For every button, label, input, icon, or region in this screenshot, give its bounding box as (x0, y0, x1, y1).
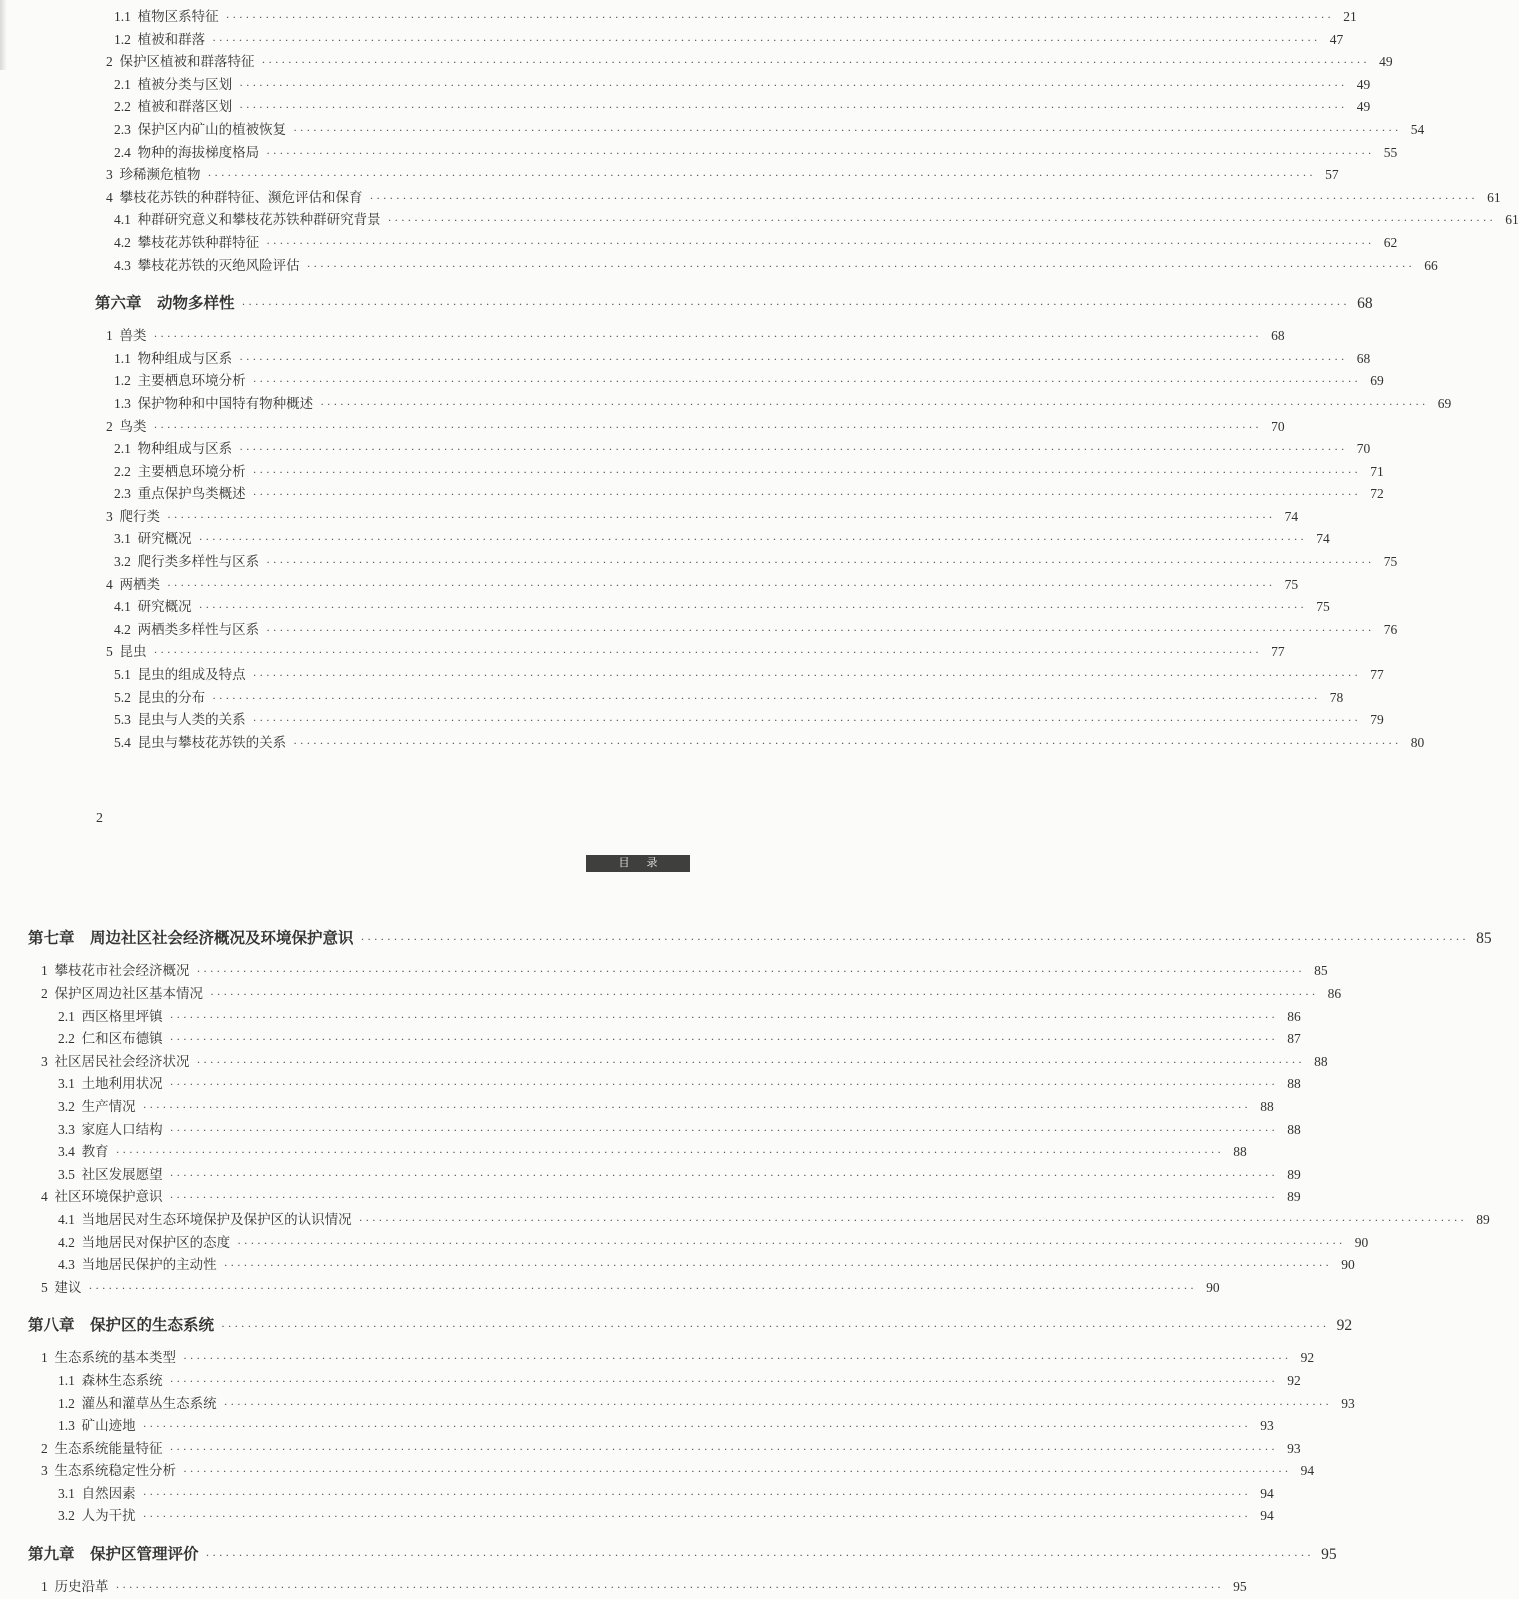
toc-entry-page-number: 75 (1316, 599, 1330, 615)
toc-entry (28, 983, 1342, 1006)
toc-entry-label: 1 生态系统的基本类型 (41, 1350, 176, 1366)
toc-entry-page-number: 62 (1383, 234, 1398, 250)
dot-leader (199, 596, 1307, 619)
dot-leader (183, 1460, 1291, 1483)
dot-leader (143, 1483, 1251, 1506)
dot-leader (167, 506, 1275, 529)
toc-entry (28, 1347, 1315, 1370)
toc-entry-page-number: 88 (1287, 1076, 1301, 1092)
toc-entry-page-number: 71 (1370, 463, 1384, 479)
toc-entry-label: 2.2 植被和群落区划 (114, 99, 233, 115)
dot-leader (197, 960, 1305, 983)
toc-entry-label: 1.1 物种组成与区系 (114, 350, 233, 366)
toc-entry-label: 3.2 生产情况 (58, 1098, 136, 1114)
toc-entry (95, 596, 1330, 619)
toc-entry-label: 3.1 研究概况 (114, 531, 192, 547)
toc-entry-label: 2.1 物种组成与区系 (114, 441, 233, 457)
toc-entry (95, 393, 1452, 416)
toc-entry (95, 142, 1398, 165)
toc-entry-label: 3.2 爬行类多样性与区系 (114, 554, 260, 570)
toc-entry-label: 3.1 土地利用状况 (58, 1076, 163, 1092)
dot-leader (143, 1415, 1251, 1438)
toc-entry-page-number: 78 (1329, 689, 1344, 705)
toc-entry (95, 664, 1384, 687)
dot-leader (239, 96, 1347, 119)
toc-entry (28, 1460, 1315, 1483)
toc-entry (28, 1277, 1220, 1300)
toc-entry-label: 2.3 重点保护鸟类概述 (114, 486, 246, 502)
toc-entry (95, 325, 1285, 348)
toc-entry-page-number: 86 (1327, 986, 1342, 1001)
toc-entry (28, 1254, 1355, 1277)
toc-entry-label: 4.2 两栖类多样性与区系 (114, 621, 260, 637)
toc-entry (28, 1576, 1247, 1599)
toc-entry (28, 1232, 1369, 1255)
toc-entry-label: 1.3 保护物种和中国特有物种概述 (114, 395, 314, 411)
toc-entry (28, 1028, 1301, 1051)
dot-leader (199, 528, 1307, 551)
toc-list-page-1 (95, 6, 1519, 754)
toc-entry-page-number: 86 (1287, 1008, 1301, 1024)
dot-leader (388, 209, 1496, 232)
dot-leader (167, 574, 1275, 597)
dot-leader (212, 687, 1320, 710)
dot-leader (239, 348, 1347, 371)
toc-entry (95, 232, 1398, 255)
toc-entry-label: 1 历史沿革 (41, 1579, 109, 1595)
toc-entry-page-number: 88 (1287, 1121, 1301, 1137)
dot-leader (221, 1314, 1329, 1338)
toc-entry (28, 1415, 1274, 1438)
toc-entry-label: 3 珍稀濒危植物 (106, 167, 201, 183)
toc-entry-page-number: 49 (1356, 76, 1371, 92)
toc-entry (28, 927, 1492, 951)
toc-entry (95, 209, 1519, 232)
dot-leader (266, 142, 1374, 165)
toc-entry-page-number: 49 (1356, 99, 1371, 115)
dot-leader (143, 1505, 1251, 1528)
toc-entry-label: 3 社区居民社会经济状况 (41, 1053, 190, 1069)
toc-entry (95, 370, 1384, 393)
toc-entry-label: 4.1 研究概况 (114, 599, 192, 615)
toc-entry (95, 483, 1384, 506)
dot-leader (170, 1119, 1278, 1142)
toc-entry (95, 574, 1299, 597)
toc-entry-label: 4.3 当地居民保护的主动性 (58, 1257, 217, 1273)
toc-entry-page-number: 55 (1383, 144, 1398, 160)
dot-leader (154, 641, 1262, 664)
toc-entry-page-number: 85 (1314, 963, 1328, 979)
toc-entry-page-number: 90 (1206, 1279, 1220, 1295)
toc-entry-page-number: 70 (1271, 418, 1285, 434)
toc-entry-page-number: 87 (1287, 1031, 1301, 1047)
toc-entry-label: 4 社区环境保护意识 (41, 1189, 163, 1205)
toc-entry (95, 164, 1339, 187)
toc-entry-page-number: 79 (1370, 712, 1384, 728)
toc-entry-label: 4.1 当地居民对生态环境保护及保护区的认识情况 (58, 1211, 352, 1227)
toc-entry-page-number: 74 (1284, 508, 1299, 524)
toc-entry-label: 1.1 植物区系特征 (114, 9, 219, 24)
dot-leader (116, 1576, 1224, 1599)
dot-leader (170, 1370, 1278, 1393)
toc-entry (95, 29, 1344, 52)
toc-entry-page-number: 94 (1300, 1463, 1315, 1479)
toc-entry-page-number: 93 (1260, 1418, 1274, 1434)
toc-entry-page-number: 80 (1410, 734, 1425, 750)
dot-leader (206, 1543, 1314, 1567)
toc-entry-page-number: 89 (1287, 1166, 1301, 1182)
toc-entry-page-number: 72 (1370, 486, 1384, 502)
toc-entry-page-number: 61 (1505, 212, 1519, 228)
dot-leader (224, 1393, 1332, 1416)
toc-entry (95, 438, 1371, 461)
toc-entry-page-number: 90 (1354, 1234, 1369, 1250)
toc-entry-label: 2.4 物种的海拔梯度格局 (114, 144, 260, 160)
dot-leader (197, 1051, 1305, 1074)
dot-leader (293, 119, 1401, 142)
toc-entry-label: 4 两栖类 (106, 576, 160, 592)
toc-entry-label: 5.4 昆虫与攀枝花苏铁的关系 (114, 734, 287, 750)
dot-leader (237, 1232, 1345, 1255)
toc-entry (28, 1073, 1301, 1096)
page-number: 2 (96, 811, 103, 827)
toc-entry-page-number: 61 (1487, 189, 1501, 205)
dot-leader (253, 483, 1361, 506)
toc-entry-page-number: 68 (1357, 295, 1373, 313)
toc-entry-page-number: 68 (1271, 328, 1285, 344)
dot-leader (320, 393, 1428, 416)
toc-entry-page-number: 77 (1271, 644, 1285, 660)
dot-leader (210, 983, 1318, 1006)
toc-entry-label: 3.4 教育 (58, 1144, 109, 1160)
toc-entry (28, 1505, 1274, 1528)
dot-leader (143, 1096, 1251, 1119)
toc-entry (95, 619, 1398, 642)
toc-entry-label: 3.1 自然因素 (58, 1485, 136, 1501)
toc-entry-page-number: 69 (1370, 373, 1384, 389)
toc-entry (28, 1051, 1328, 1074)
toc-entry-label: 2.2 仁和区布德镇 (58, 1031, 163, 1047)
dot-leader (266, 619, 1374, 642)
toc-entry (95, 292, 1373, 316)
dot-leader (361, 927, 1469, 951)
toc-entry-label: 3.3 家庭人口结构 (58, 1121, 163, 1137)
toc-entry-page-number: 69 (1437, 395, 1452, 411)
toc-entry-page-number: 21 (1343, 9, 1357, 24)
dot-leader (170, 1028, 1278, 1051)
dot-leader (170, 1164, 1278, 1187)
toc-entry-label: 2 生态系统能量特征 (41, 1440, 163, 1456)
toc-entry (95, 6, 1357, 29)
toc-entry (28, 1543, 1337, 1567)
toc-entry-page-number: 88 (1233, 1144, 1247, 1160)
toc-entry-page-number: 75 (1284, 576, 1299, 592)
toc-entry (28, 1164, 1301, 1187)
toc-entry (95, 187, 1501, 210)
toc-entry-label: 2.1 西区格里坪镇 (58, 1008, 163, 1024)
toc-entry-label: 4.2 攀枝花苏铁种群特征 (114, 234, 260, 250)
toc-entry-label: 5.3 昆虫与人类的关系 (114, 712, 246, 728)
toc-entry-page-number: 70 (1356, 441, 1371, 457)
toc-entry-page-number: 93 (1341, 1395, 1355, 1411)
toc-entry-label: 4.2 当地居民对保护区的态度 (58, 1234, 231, 1250)
dot-leader (307, 255, 1415, 278)
dot-leader (242, 292, 1350, 316)
toc-entry-page-number: 74 (1316, 531, 1330, 547)
toc-entry-label: 1.2 灌丛和灌草丛生态系统 (58, 1395, 217, 1411)
toc-entry-page-number: 93 (1287, 1440, 1301, 1456)
toc-entry-label: 第八章 保护区的生态系统 (28, 1317, 215, 1335)
toc-entry-label: 2.3 保护区内矿山的植被恢复 (114, 121, 287, 137)
toc-entry (95, 74, 1371, 97)
dot-leader (212, 29, 1320, 52)
toc-list-page-2 (28, 927, 1492, 1598)
toc-entry-page-number: 47 (1329, 31, 1344, 47)
toc-entry-label: 2.1 植被分类与区划 (114, 76, 233, 92)
toc-entry-label: 5 建议 (41, 1279, 82, 1295)
toc-entry-page-number: 90 (1341, 1257, 1355, 1273)
toc-entry (28, 1438, 1301, 1461)
dot-leader (253, 709, 1361, 732)
toc-entry-label: 1.2 主要栖息环境分析 (114, 373, 246, 389)
toc-entry-page-number: 85 (1476, 930, 1492, 948)
dot-leader (170, 1438, 1278, 1461)
toc-entry (28, 1096, 1274, 1119)
dot-leader (170, 1073, 1278, 1096)
toc-entry-page-number: 66 (1424, 257, 1438, 273)
toc-entry-page-number: 76 (1383, 621, 1398, 637)
toc-page-2 (0, 872, 1492, 1598)
toc-entry-page-number: 92 (1287, 1372, 1301, 1388)
scan-edge-artifact (0, 0, 7, 70)
toc-entry-page-number: 77 (1370, 667, 1384, 683)
toc-entry (28, 1483, 1274, 1506)
dot-leader (293, 732, 1401, 755)
toc-entry-label: 1.3 矿山迹地 (58, 1418, 136, 1434)
toc-entry-label: 3 生态系统稳定性分析 (41, 1463, 176, 1479)
toc-entry (95, 641, 1285, 664)
toc-entry-page-number: 57 (1325, 167, 1339, 183)
dot-leader (359, 1209, 1467, 1232)
toc-entry (95, 348, 1371, 371)
dot-leader (116, 1141, 1224, 1164)
toc-entry-label: 1.2 植被和群落 (114, 31, 206, 47)
toc-entry (28, 1141, 1247, 1164)
toc-entry (28, 1186, 1301, 1209)
toc-entry (95, 119, 1425, 142)
dot-leader (154, 325, 1262, 348)
dot-leader (170, 1186, 1278, 1209)
toc-entry-label: 第六章 动物多样性 (95, 295, 235, 313)
toc-entry (95, 528, 1330, 551)
toc-entry-page-number: 68 (1356, 350, 1371, 366)
toc-entry (95, 732, 1425, 755)
toc-entry-label: 第七章 周边社区社会经济概况及环境保护意识 (28, 930, 354, 948)
toc-entry-label: 2.2 主要栖息环境分析 (114, 463, 246, 479)
toc-entry (28, 1370, 1301, 1393)
toc-entry (28, 1006, 1301, 1029)
dot-leader (253, 461, 1361, 484)
toc-entry (28, 1314, 1353, 1338)
dot-leader (239, 438, 1347, 461)
toc-entry (95, 51, 1393, 74)
toc-entry-page-number: 94 (1260, 1485, 1274, 1501)
dot-leader (239, 74, 1347, 97)
toc-entry-label: 5 昆虫 (106, 644, 147, 660)
toc-entry-page-number: 75 (1383, 554, 1398, 570)
toc-entry-label: 1 兽类 (106, 328, 147, 344)
dot-leader (226, 6, 1334, 29)
toc-entry-label: 3.5 社区发展愿望 (58, 1166, 163, 1182)
toc-entry (95, 506, 1299, 529)
toc-entry-label: 5.2 昆虫的分布 (114, 689, 206, 705)
dot-leader (183, 1347, 1291, 1370)
dot-leader (208, 164, 1316, 187)
dot-leader (266, 232, 1374, 255)
toc-entry-label: 3.2 人为干扰 (58, 1508, 136, 1524)
dot-leader (170, 1006, 1278, 1029)
dot-leader (262, 51, 1370, 74)
toc-entry (28, 1393, 1355, 1416)
toc-entry (95, 416, 1285, 439)
toc-entry-page-number: 95 (1321, 1546, 1337, 1564)
dot-leader (154, 416, 1262, 439)
toc-entry-label: 1.1 森林生态系统 (58, 1372, 163, 1388)
toc-entry-page-number: 95 (1233, 1579, 1247, 1595)
toc-entry-page-number: 89 (1476, 1211, 1490, 1227)
dot-leader (224, 1254, 1332, 1277)
toc-entry-label: 3 爬行类 (106, 508, 160, 524)
toc-entry-label: 4.1 种群研究意义和攀枝花苏铁种群研究背景 (114, 212, 381, 228)
toc-entry (95, 461, 1384, 484)
toc-entry-label: 2 保护区植被和群落特征 (106, 54, 255, 70)
toc-entry-page-number: 54 (1410, 121, 1425, 137)
running-header-band (586, 855, 690, 872)
dot-leader (89, 1277, 1197, 1300)
toc-entry (28, 960, 1328, 983)
toc-entry-label: 第九章 保护区管理评价 (28, 1546, 199, 1564)
toc-entry (95, 551, 1398, 574)
toc-entry (95, 255, 1438, 278)
running-header-title: 目 录 (618, 857, 665, 870)
dot-leader (253, 664, 1361, 687)
toc-entry (28, 1119, 1301, 1142)
toc-entry (28, 1209, 1490, 1232)
dot-leader (370, 187, 1478, 210)
toc-entry (95, 709, 1384, 732)
toc-entry-label: 2 鸟类 (106, 418, 147, 434)
toc-entry (95, 687, 1344, 710)
toc-entry-page-number: 88 (1260, 1098, 1274, 1114)
toc-entry-label: 4 攀枝花苏铁的种群特征、濒危评估和保育 (106, 189, 363, 205)
toc-entry-label: 2 保护区周边社区基本情况 (41, 986, 203, 1001)
toc-entry-page-number: 49 (1379, 54, 1393, 70)
toc-entry-page-number: 89 (1287, 1189, 1301, 1205)
toc-entry-label: 4.3 攀枝花苏铁的灭绝风险评估 (114, 257, 300, 273)
toc-entry-page-number: 94 (1260, 1508, 1274, 1524)
toc-entry (95, 96, 1371, 119)
dot-leader (253, 370, 1361, 393)
dot-leader (266, 551, 1374, 574)
toc-entry-page-number: 88 (1314, 1053, 1328, 1069)
toc-entry-page-number: 92 (1300, 1350, 1315, 1366)
toc-entry-label: 1 攀枝花市社会经济概况 (41, 963, 190, 979)
toc-entry-label: 5.1 昆虫的组成及特点 (114, 667, 246, 683)
toc-entry-page-number: 92 (1336, 1317, 1353, 1335)
